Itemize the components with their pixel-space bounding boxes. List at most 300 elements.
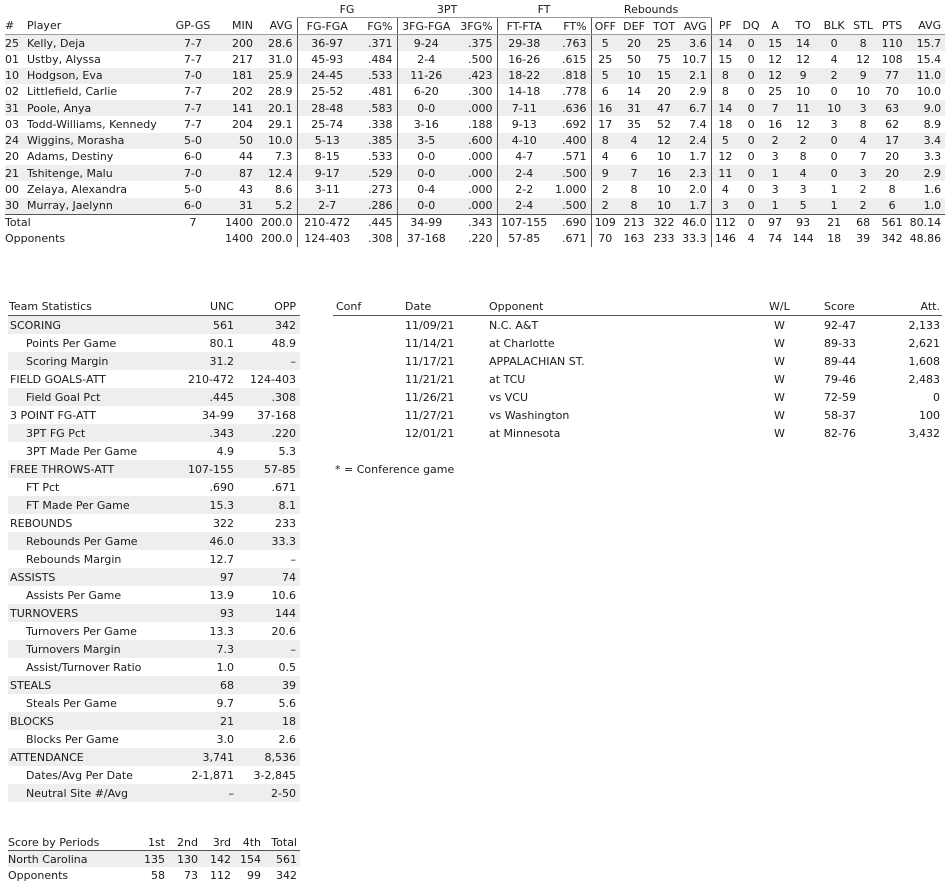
period-4th: 99 [247, 868, 261, 882]
cell-off-reb: 2 [601, 182, 609, 196]
game-score: 89-33 [824, 336, 856, 350]
cell-tot-reb: 20 [657, 85, 672, 99]
cell-player: Opponents [5, 232, 66, 246]
game-opponent: vs VCU [489, 390, 528, 404]
schedule-score-header: Score [799, 298, 871, 316]
cell-dq: 0 [739, 133, 763, 149]
stat-opp-value: – [238, 352, 300, 370]
cell-3fg-pct: .300 [455, 84, 497, 100]
cell-points: 110 [877, 35, 907, 52]
cell-player: Wiggins, Morasha [27, 133, 167, 149]
stat-label: FT Pct [26, 480, 60, 494]
cell-ft-fta: 4-10 [497, 133, 551, 149]
cell-turnovers: 12 [796, 117, 811, 131]
cell-off-reb: 4 [601, 150, 609, 164]
cell-reb-avg: 6.7 [679, 100, 711, 116]
cell-3fg-pct: .600 [455, 133, 497, 149]
cell-fg-pct: .481 [357, 84, 397, 100]
cell-tot-reb: 75 [657, 52, 672, 66]
schedule-table [333, 298, 942, 442]
cell-fg-fga: 45-93 [311, 52, 344, 66]
cell-min-avg: 20.1 [257, 100, 297, 116]
stat-category-row [8, 316, 300, 335]
cell-reb-avg: 2.4 [679, 133, 711, 149]
cell-points: 20 [885, 150, 900, 164]
game-date: 11/21/21 [405, 372, 455, 386]
stat-label: SCORING [8, 316, 178, 335]
stat-unc-value: 80.1 [209, 336, 234, 350]
cell-pf: 4 [721, 182, 729, 196]
col-header-ft-fta: FT-FTA [497, 18, 551, 35]
game-opponent: APPALACHIAN ST. [489, 354, 585, 368]
player-row [5, 116, 945, 132]
periods-total-header: Total [264, 834, 300, 851]
box-total-rows [5, 214, 945, 247]
cell-dq: 0 [747, 117, 755, 131]
cell-3fg-fga: 37-168 [406, 232, 446, 246]
cell-steals: 8 [849, 35, 877, 52]
cell-reb-avg: 3.6 [679, 35, 711, 52]
cell-pf: 11 [711, 165, 739, 181]
stat-label: FREE THROWS-ATT [8, 460, 178, 478]
cell-fg-pct: .385 [357, 133, 397, 149]
game-conf [333, 424, 405, 442]
cell-pf: 3 [711, 198, 739, 215]
stat-category-row [8, 460, 300, 478]
cell-reb-avg: 46.0 [679, 214, 711, 231]
cell-ft-pct: .690 [551, 214, 591, 231]
cell-min: 43 [239, 182, 253, 196]
stat-subrow [8, 640, 300, 658]
stat-category-row [8, 514, 300, 532]
stat-subrow [8, 334, 300, 352]
cell-min-avg: 200.0 [257, 231, 297, 247]
cell-turnovers: 144 [792, 232, 814, 246]
cell-tot-reb: 322 [649, 214, 679, 231]
stat-subrow [8, 586, 300, 604]
cell-tot-reb: 10 [657, 182, 672, 196]
stat-category-row [8, 604, 300, 622]
cell-def-reb: 50 [627, 52, 642, 66]
col-header-min-avg: AVG [257, 18, 297, 35]
cell-ft-pct: 1.000 [551, 181, 591, 197]
cell-blocks: 1 [830, 182, 838, 196]
team-stats-unc-header: UNC [178, 298, 238, 316]
game-conf [333, 370, 405, 388]
cell-gp-gs [167, 231, 219, 247]
col-header-dq: DQ [739, 18, 763, 35]
stat-unc-value: .343 [178, 424, 238, 442]
game-attendance: 2,133 [908, 318, 940, 332]
game-result: W [774, 390, 785, 404]
stat-unc-value: 3,741 [178, 748, 238, 766]
cell-fg-pct: .286 [357, 198, 397, 215]
cell-def-reb: 20 [619, 35, 649, 52]
stat-opp-value: 5.6 [278, 696, 296, 710]
cell-turnovers: 8 [799, 150, 807, 164]
cell-off-reb: 16 [591, 100, 619, 116]
period-total: 342 [276, 868, 297, 882]
game-score: 89-44 [824, 354, 856, 368]
cell-pf: 5 [711, 133, 739, 149]
game-row [333, 388, 942, 406]
stat-opp-value: .308 [238, 388, 300, 406]
cell-min: 87 [219, 165, 257, 181]
col-header-reb-avg: AVG [679, 18, 711, 35]
stat-label: BLOCKS [8, 712, 178, 730]
cell-player: Tshitenge, Malu [27, 165, 167, 181]
cell-ft-fta: 18-22 [497, 68, 551, 84]
cell-min-avg: 28.6 [257, 35, 297, 52]
stat-category-row [8, 712, 300, 730]
cell-dq: 0 [747, 52, 755, 66]
cell-player: Littlefield, Carlie [27, 85, 118, 99]
cell-def-reb: 6 [630, 150, 638, 164]
game-score: 92-47 [824, 318, 856, 332]
stat-unc-value: 68 [178, 676, 238, 694]
stat-unc-value: 13.3 [209, 624, 234, 638]
cell-gp-gs: 5-0 [184, 182, 202, 196]
cell-ft-fta: 57-85 [508, 232, 541, 246]
periods-2nd-header: 2nd [168, 834, 201, 851]
cell-gp-gs: 7-7 [167, 35, 219, 52]
cell-def-reb: 163 [623, 232, 645, 246]
stat-label: Blocks Per Game [26, 732, 119, 746]
game-opponent: at Minnesota [489, 426, 561, 440]
game-row [333, 334, 942, 352]
box-column-header [5, 18, 945, 35]
cell-points: 17 [877, 133, 907, 149]
cell-points: 561 [877, 214, 907, 231]
stat-label: REBOUNDS [10, 516, 73, 530]
cell-ft-fta: 9-13 [511, 117, 537, 131]
stat-opp-value: 233 [275, 516, 296, 530]
stat-subrow [8, 622, 300, 640]
cell-pts-avg: 9.0 [907, 100, 945, 116]
game-conf [333, 334, 405, 352]
cell-steals: 2 [859, 182, 867, 196]
stat-opp-value: 48.9 [271, 336, 296, 350]
cell-dq: 0 [739, 198, 763, 215]
cell-ft-fta: 29-38 [497, 35, 551, 52]
col-header-turnovers: TO [787, 18, 819, 35]
cell-min: 204 [232, 117, 253, 131]
col-header-tot-reb: TOT [649, 18, 679, 35]
cell-tot-reb: 10 [657, 150, 672, 164]
stat-label: ATTENDANCE [8, 748, 178, 766]
periods-opponents-row [8, 867, 300, 883]
cell-ft-fta: 14-18 [508, 85, 541, 99]
group-fg: FG [297, 1, 397, 18]
stat-subrow [8, 730, 300, 748]
stat-opp-value: 8,536 [238, 748, 300, 766]
game-opponent: at Charlotte [489, 336, 555, 350]
team-stats-header [8, 298, 300, 316]
player-row [5, 165, 945, 181]
cell-gp-gs: 5-0 [167, 133, 219, 149]
cell-off-reb: 8 [591, 133, 619, 149]
cell-turnovers: 2 [787, 133, 819, 149]
stat-subrow [8, 766, 300, 784]
cell-3fg-fga: 6-20 [413, 85, 439, 99]
periods-team-row [8, 851, 300, 868]
cell-turnovers: 9 [787, 68, 819, 84]
stat-opp-value: 342 [238, 316, 300, 335]
cell-player: Adams, Destiny [27, 150, 114, 164]
cell-pts-avg: 2.9 [907, 165, 945, 181]
cell-min-avg: 31.0 [257, 51, 297, 67]
cell-3fg-pct: .000 [455, 149, 497, 165]
col-header-assists: A [763, 18, 787, 35]
cell-off-reb: 5 [591, 68, 619, 84]
cell-jersey: 03 [5, 117, 19, 131]
cell-ft-pct: .636 [551, 100, 591, 116]
stat-opp-value: – [290, 552, 296, 566]
team-stats-rows [8, 316, 300, 803]
cell-assists: 3 [771, 182, 779, 196]
stat-label: Rebounds Margin [26, 552, 122, 566]
cell-blocks: 0 [830, 150, 838, 164]
game-date: 11/14/21 [405, 336, 455, 350]
cell-ft-fta: 107-155 [497, 214, 551, 231]
cell-blocks: 0 [819, 133, 849, 149]
col-header-blocks: BLK [819, 18, 849, 35]
cell-points: 70 [885, 85, 900, 99]
cell-pf: 146 [714, 232, 736, 246]
cell-dq: 0 [747, 182, 755, 196]
cell-tot-reb: 12 [649, 133, 679, 149]
cell-reb-avg: 2.0 [679, 181, 711, 197]
game-date: 11/27/21 [405, 408, 455, 422]
cell-turnovers: 14 [787, 35, 819, 52]
stat-label: ASSISTS [8, 568, 178, 586]
period-2nd: 73 [184, 868, 198, 882]
cell-3fg-fga: 34-99 [397, 214, 455, 231]
cell-min: 141 [219, 100, 257, 116]
cell-ft-pct: .400 [551, 133, 591, 149]
stat-opp-value: 74 [238, 568, 300, 586]
cell-min-avg: 8.6 [257, 181, 297, 197]
team-stats-title: Team Statistics [8, 298, 178, 316]
period-1st: 58 [151, 868, 165, 882]
schedule-header [333, 298, 942, 316]
cell-fg-pct: .445 [357, 214, 397, 231]
stat-unc-value: 15.3 [178, 496, 238, 514]
cell-gp-gs: 7-7 [167, 100, 219, 116]
schedule-conf-header: Conf [333, 298, 405, 316]
periods-4th-header: 4th [234, 834, 264, 851]
stat-opp-value: 39 [238, 676, 300, 694]
cell-blocks: 1 [819, 198, 849, 215]
stat-opp-value: .220 [238, 424, 300, 442]
cell-blocks: 21 [819, 214, 849, 231]
game-row [333, 352, 942, 370]
cell-ft-pct: .818 [551, 68, 591, 84]
cell-steals: 9 [849, 68, 877, 84]
schedule-wl-header: W/L [719, 298, 799, 316]
col-header-off-reb: OFF [591, 18, 619, 35]
cell-off-reb: 9 [591, 165, 619, 181]
box-player-rows [5, 35, 945, 215]
cell-points: 342 [881, 232, 903, 246]
col-header-ft-pct: FT% [551, 18, 591, 35]
cell-pf: 12 [718, 150, 733, 164]
cell-turnovers: 3 [799, 182, 807, 196]
game-attendance: 2,621 [908, 336, 940, 350]
cell-def-reb: 7 [619, 165, 649, 181]
cell-turnovers: 11 [787, 100, 819, 116]
cell-ft-fta: 2-2 [515, 182, 534, 196]
cell-dq: 4 [747, 232, 755, 246]
stat-subrow [8, 550, 300, 568]
cell-player: Poole, Anya [27, 100, 167, 116]
cell-3fg-pct: .220 [455, 231, 497, 247]
game-row [333, 424, 942, 442]
cell-blocks: 2 [819, 68, 849, 84]
cell-off-reb: 109 [591, 214, 619, 231]
cell-steals: 10 [856, 85, 871, 99]
cell-fg-pct: .533 [357, 68, 397, 84]
cell-fg-fga: 3-11 [314, 182, 340, 196]
stat-unc-value: 1.0 [216, 660, 234, 674]
cell-turnovers: 4 [787, 165, 819, 181]
stat-label: Points Per Game [26, 336, 117, 350]
stat-subrow [8, 532, 300, 550]
cell-ft-fta: 7-11 [497, 100, 551, 116]
box-score-table [5, 1, 945, 247]
player-row [5, 133, 945, 149]
cell-points: 77 [877, 68, 907, 84]
stat-opp-value: 2-50 [238, 784, 300, 802]
col-header-player: Player [27, 18, 167, 35]
cell-pts-avg: 3.3 [923, 150, 942, 164]
cell-assists: 12 [768, 52, 783, 66]
cell-def-reb: 35 [627, 117, 642, 131]
col-header-gp-gs: GP-GS [167, 18, 219, 35]
cell-fg-fga: 36-97 [297, 35, 357, 52]
cell-fg-fga: 2-7 [297, 198, 357, 215]
cell-blocks: 18 [827, 232, 842, 246]
game-conf [333, 316, 405, 335]
cell-min: 217 [232, 52, 253, 66]
cell-3fg-pct: .375 [455, 35, 497, 52]
cell-ft-pct: .692 [551, 116, 591, 132]
period-3rd: 112 [210, 868, 231, 882]
cell-min: 1400 [219, 214, 257, 231]
stat-unc-value: – [178, 784, 238, 802]
schedule-date-header: Date [405, 298, 489, 316]
cell-min-avg: 12.4 [257, 165, 297, 181]
game-result: W [774, 426, 785, 440]
cell-dq: 0 [739, 214, 763, 231]
cell-reb-avg: 2.9 [679, 84, 711, 100]
cell-def-reb: 4 [619, 133, 649, 149]
cell-reb-avg: 2.3 [679, 165, 711, 181]
cell-3fg-pct: .000 [455, 165, 497, 181]
cell-gp-gs: 6-0 [167, 198, 219, 215]
period-1st: 135 [138, 851, 168, 868]
stat-label: Assist/Turnover Ratio [26, 660, 142, 674]
stat-unc-value: 561 [178, 316, 238, 335]
cell-gp-gs: 7-0 [167, 165, 219, 181]
group-rebounds: Rebounds [591, 1, 711, 18]
game-date: 11/26/21 [405, 390, 455, 404]
cell-jersey: 01 [5, 52, 19, 66]
stat-label: 3PT FG Pct [8, 424, 178, 442]
stat-label: Dates/Avg Per Date [26, 768, 133, 782]
stat-unc-value: 31.2 [178, 352, 238, 370]
game-result: W [774, 372, 785, 386]
cell-steals: 8 [859, 117, 867, 131]
stat-unc-value: 4.9 [216, 444, 234, 458]
cell-turnovers: 12 [796, 52, 811, 66]
cell-tot-reb: 52 [657, 117, 672, 131]
cell-3fg-fga: 0-0 [397, 100, 455, 116]
cell-pf: 14 [711, 100, 739, 116]
cell-3fg-pct: .000 [455, 100, 497, 116]
cell-ft-pct: .763 [551, 35, 591, 52]
period-team: North Carolina [8, 851, 138, 868]
cell-gp-gs: 7-7 [184, 52, 202, 66]
cell-min-avg: 5.2 [257, 198, 297, 215]
cell-off-reb: 5 [591, 35, 619, 52]
cell-ft-pct: .671 [551, 231, 591, 247]
cell-min: 31 [219, 198, 257, 215]
cell-steals: 2 [849, 198, 877, 215]
cell-3fg-pct: .343 [455, 214, 497, 231]
player-row [5, 181, 945, 197]
cell-turnovers: 10 [796, 85, 811, 99]
stat-opp-value: 5.3 [278, 444, 296, 458]
player-row [5, 149, 945, 165]
cell-fg-fga: 28-48 [297, 100, 357, 116]
col-header-pf: PF [711, 18, 739, 35]
cell-3fg-fga: 0-0 [417, 150, 436, 164]
cell-steals: 39 [856, 232, 871, 246]
game-attendance: 1,608 [908, 354, 940, 368]
stat-opp-value: 18 [238, 712, 300, 730]
cell-assists: 74 [768, 232, 783, 246]
cell-ft-fta: 2-4 [497, 198, 551, 215]
stat-category-row [8, 406, 300, 424]
cell-jersey: 00 [5, 182, 19, 196]
col-header-def-reb: DEF [619, 18, 649, 35]
periods-1st-header: 1st [138, 834, 168, 851]
cell-dq: 0 [739, 100, 763, 116]
conference-note: * = Conference game [335, 463, 455, 476]
stat-unc-value: 9.7 [216, 696, 234, 710]
cell-assists: 16 [768, 117, 783, 131]
cell-steals: 12 [856, 52, 871, 66]
cell-points: 20 [877, 165, 907, 181]
cell-fg-pct: .583 [357, 100, 397, 116]
cell-fg-fga: 124-403 [304, 232, 351, 246]
cell-3fg-fga: 3-16 [413, 117, 439, 131]
cell-gp-gs: 7 [167, 214, 219, 231]
cell-min: 200 [219, 35, 257, 52]
stat-label: Turnovers Margin [8, 640, 178, 658]
game-row [333, 370, 942, 388]
cell-points: 63 [877, 100, 907, 116]
stat-unc-value: 210-472 [188, 372, 234, 386]
cell-3fg-fga: 0-0 [397, 165, 455, 181]
cell-off-reb: 6 [601, 85, 609, 99]
cell-assists: 1 [763, 198, 787, 215]
game-conf [333, 388, 405, 406]
stat-unc-value: 97 [178, 568, 238, 586]
cell-steals: 68 [849, 214, 877, 231]
player-row [5, 35, 945, 52]
